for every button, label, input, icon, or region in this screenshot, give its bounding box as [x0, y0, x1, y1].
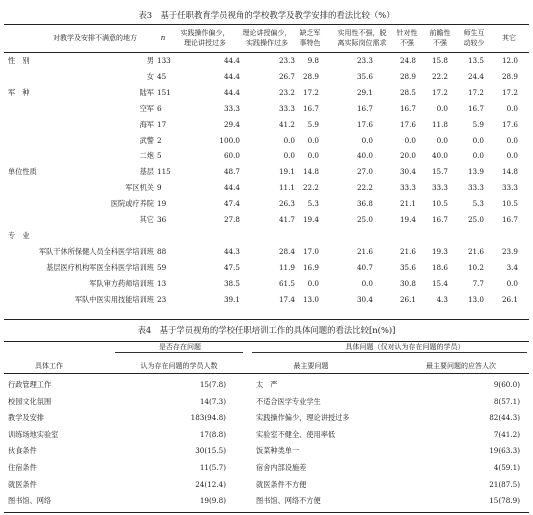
row-value: 16.7: [302, 103, 319, 113]
row-value: 30.8: [399, 278, 416, 288]
row-work: 校园文化氛围: [8, 396, 52, 406]
row-problem: 实验室不健全、使用率低: [256, 429, 336, 439]
table3-row: [0, 70, 533, 83]
row-value: 40.0: [356, 151, 373, 161]
row-problem: 图书馆、网络不方便: [256, 496, 321, 506]
row-value: 30.4: [399, 167, 416, 177]
row-value: 3.4: [506, 262, 518, 272]
row-value: 61.5: [278, 278, 295, 288]
row-sub-label: 基层: [139, 167, 154, 177]
row-value: 17.6: [399, 119, 416, 129]
row-n: 151: [157, 87, 171, 97]
t4-left-group-rule: [115, 352, 243, 353]
row-sub-label: 军队审方药师培训班: [89, 278, 154, 288]
row-work: 行政管理工作: [8, 380, 52, 389]
row-answer: 21(87.5): [489, 479, 520, 489]
row-n: 115: [157, 167, 171, 177]
row-value: 17.2: [467, 87, 484, 97]
table3-row: [0, 197, 533, 210]
row-value: 19.1: [278, 167, 295, 177]
table3-row: [0, 165, 533, 178]
row-problem: 饭菜种类单一: [256, 446, 300, 456]
row-value: 21.6: [467, 246, 484, 256]
row-value: 17.0: [302, 246, 319, 256]
row-work: 图书馆、网络: [8, 496, 52, 506]
table3-row: [0, 102, 533, 115]
row-n: 2: [157, 135, 162, 145]
table4-bottom-rule: [4, 512, 529, 513]
row-value: 20.0: [399, 151, 416, 161]
table3-top-rule: [4, 24, 529, 25]
row-count: 24(12.4): [195, 479, 226, 489]
t3-header-n: n: [160, 34, 166, 42]
row-value: 0.0: [361, 278, 373, 288]
row-value: 44.4: [223, 87, 240, 97]
row-value: 14.8: [302, 167, 319, 177]
row-sub-label: 武警: [139, 135, 154, 145]
table4-row: [0, 461, 533, 474]
row-n: 36: [157, 215, 167, 224]
t3-header-c1: 实践操作偏少， 理论讲授过多: [180, 29, 230, 47]
row-value: 27.8: [223, 215, 240, 224]
row-sub-label: 女: [146, 71, 154, 81]
row-value: 15.4: [431, 278, 448, 288]
row-work: 教学及安排: [8, 413, 44, 423]
row-n: 19: [157, 199, 167, 209]
t4-header-left-group: 是否存在问题: [159, 343, 201, 351]
row-value: 23.3: [278, 56, 295, 65]
row-group-label: 单位性质: [8, 167, 37, 177]
row-value: 0.0: [283, 151, 295, 161]
row-value: 13.9: [467, 167, 484, 177]
row-sub-label: 男: [146, 56, 154, 65]
table4-row: [0, 411, 533, 424]
row-value: 7.7: [472, 278, 484, 288]
row-value: 18.6: [431, 262, 448, 272]
row-value: 40.7: [356, 262, 373, 272]
table3-row: [0, 245, 533, 258]
row-value: 22.2: [356, 183, 373, 193]
t3-header-c4: 实用性不强，脱 离实际岗位需求: [337, 29, 387, 47]
row-value: 0.0: [472, 151, 484, 161]
table3-row: [0, 54, 533, 67]
row-value: 13.0: [302, 294, 319, 304]
row-value: 48.7: [223, 167, 240, 177]
row-value: 14.8: [501, 167, 518, 177]
row-value: 24.8: [399, 56, 416, 65]
table3-row: [0, 149, 533, 162]
row-n: 5: [157, 151, 162, 161]
row-value: 26.7: [278, 71, 295, 81]
row-value: 12.0: [501, 56, 518, 65]
row-sub-label: 其它: [139, 215, 154, 224]
row-value: 41.2: [278, 119, 295, 129]
table4-header-rule: [4, 373, 529, 374]
row-value: 15.7: [431, 167, 448, 177]
row-n: 9: [157, 183, 162, 193]
row-value: 19.3: [431, 246, 448, 256]
row-value: 19.4: [399, 215, 416, 224]
row-value: 44.4: [223, 71, 240, 81]
row-value: 26.1: [399, 294, 416, 304]
row-value: 35.6: [356, 71, 373, 81]
row-value: 16.9: [302, 262, 319, 272]
table3-row: [0, 229, 533, 242]
row-value: 36.8: [356, 199, 373, 209]
row-value: 21.6: [356, 246, 373, 256]
row-value: 22.2: [302, 183, 319, 193]
row-value: 17.6: [501, 119, 518, 129]
table4-row: [0, 494, 533, 507]
row-problem: 太 严: [256, 380, 278, 389]
t3-header-dims: 对教学及安排不满意的地方: [53, 34, 137, 42]
row-value: 17.2: [501, 87, 518, 97]
row-value: 10.5: [501, 199, 518, 209]
table3-row: [0, 181, 533, 194]
row-value: 28.4: [278, 246, 295, 256]
table3-row: [0, 293, 533, 306]
row-problem: 实践操作偏少，理论讲授过多: [256, 413, 350, 423]
row-value: 0.0: [283, 135, 295, 145]
row-value: 16.7: [467, 103, 484, 113]
t4-header-problem: 最主要问题: [293, 362, 329, 370]
row-value: 26.3: [278, 199, 295, 209]
row-value: 0.0: [307, 278, 319, 288]
table4-row: [0, 428, 533, 441]
row-value: 33.3: [223, 103, 240, 113]
t3-header-c2: 理论讲授偏少， 实践操作过多: [242, 29, 292, 47]
row-answer: 9(60.0): [493, 380, 520, 389]
table3-row: [0, 213, 533, 226]
row-problem: 不适合医学专业学生: [256, 396, 321, 406]
row-n: 13: [157, 278, 167, 288]
row-work: 住宿条件: [8, 463, 37, 472]
row-value: 47.4: [223, 199, 240, 209]
row-n: 6: [157, 103, 162, 113]
row-value: 13.0: [467, 294, 484, 304]
t3-header-c3: 缺乏军 事特色: [299, 29, 321, 47]
table3-row: [0, 118, 533, 131]
table4-row: [0, 378, 533, 391]
row-value: 0.0: [506, 103, 518, 113]
row-value: 13.5: [467, 56, 484, 65]
t4-header-answer: 最主要问题的应答人次: [426, 362, 496, 370]
row-value: 41.7: [278, 215, 295, 224]
row-sub-label: 医院或疗养院: [110, 199, 154, 209]
row-value: 33.3: [431, 183, 448, 193]
row-value: 10.2: [467, 262, 484, 272]
table3-header-rule: [4, 52, 529, 53]
row-value: 0.0: [361, 135, 373, 145]
row-value: 33.3: [467, 183, 484, 193]
row-value: 29.4: [223, 119, 240, 129]
row-n: 133: [157, 56, 171, 65]
row-count: 30(15.5): [195, 446, 226, 456]
row-value: 0.0: [506, 278, 518, 288]
table4-row: [0, 444, 533, 457]
row-work: 伙食条件: [8, 446, 37, 456]
table4-row: [0, 395, 533, 408]
row-answer: 4(59.1): [493, 463, 520, 472]
row-value: 19.4: [302, 215, 319, 224]
t3-header-c6: 前瞻性 不强: [429, 29, 451, 47]
row-answer: 15(78.9): [489, 496, 520, 506]
row-sub-label: 空军: [139, 103, 154, 113]
row-value: 9.8: [307, 56, 319, 65]
row-value: 22.2: [431, 71, 448, 81]
row-value: 16.7: [501, 215, 518, 224]
row-value: 33.3: [278, 103, 295, 113]
row-value: 5.3: [472, 199, 484, 209]
row-value: 21.1: [399, 199, 416, 209]
row-value: 35.6: [399, 262, 416, 272]
row-value: 5.9: [472, 119, 484, 129]
row-value: 25.0: [356, 215, 373, 224]
row-value: 25.0: [467, 215, 484, 224]
table4-caption: 表4 基于学员视角的学校任职培训工作的具体问题的看法比较[n(%)]: [137, 325, 396, 335]
row-answer: 7(41.2): [493, 429, 520, 439]
row-n: 23: [157, 294, 167, 304]
row-value: 17.6: [356, 119, 373, 129]
row-value: 0.0: [436, 135, 448, 145]
row-value: 21.6: [399, 246, 416, 256]
row-sub-label: 军区机关: [125, 183, 154, 193]
row-value: 60.0: [223, 151, 240, 161]
row-value: 17.4: [278, 294, 295, 304]
row-value: 27.0: [356, 167, 373, 177]
row-value: 28.9: [302, 71, 319, 81]
row-value: 0.0: [506, 135, 518, 145]
t4-header-right-group: 具体问题（仅对认为存在问题的学员）: [345, 343, 465, 351]
row-value: 16.7: [399, 103, 416, 113]
table3-row: [0, 134, 533, 147]
row-sub-label: 军队中医实用技能培训班: [74, 294, 154, 304]
row-value: 10.5: [431, 199, 448, 209]
row-sub-label: 陆军: [139, 87, 154, 97]
row-count: 17(8.8): [199, 429, 226, 439]
row-answer: 82(44.3): [489, 413, 520, 423]
row-count: 19(9.8): [199, 496, 226, 506]
row-value: 26.1: [501, 294, 518, 304]
row-sub-label: 二炮: [139, 151, 154, 161]
table3-bottom-rule: [4, 319, 529, 320]
row-sub-label: 海军: [139, 119, 154, 129]
row-answer: 8(57.1): [493, 396, 520, 406]
row-value: 17.2: [431, 87, 448, 97]
row-value: 23.9: [501, 246, 518, 256]
row-problem: 就医条件不方便: [256, 479, 307, 489]
row-value: 0.0: [472, 135, 484, 145]
row-value: 15.8: [431, 56, 448, 65]
row-problem: 宿舍内部设施差: [256, 463, 307, 472]
row-value: 30.4: [356, 294, 373, 304]
row-value: 44.4: [223, 56, 240, 65]
row-value: 5.9: [307, 119, 319, 129]
row-answer: 19(63.3): [489, 446, 520, 456]
row-value: 23.2: [278, 87, 295, 97]
row-count: 14(7.3): [199, 396, 226, 406]
row-value: 47.5: [223, 262, 240, 272]
row-value: 4.3: [436, 294, 448, 304]
t3-header-c7: 师生互 动较少: [463, 29, 485, 47]
row-value: 11.8: [431, 119, 448, 129]
row-value: 0.0: [307, 135, 319, 145]
row-value: 28.5: [399, 87, 416, 97]
row-value: 0.0: [436, 103, 448, 113]
row-n: 45: [157, 71, 167, 81]
row-value: 40.0: [431, 151, 448, 161]
row-group-label: 专 业: [8, 230, 30, 240]
row-count: 183(94.8): [190, 413, 226, 423]
row-value: 5.3: [307, 199, 319, 209]
row-value: 29.1: [356, 87, 373, 97]
row-value: 0.0: [404, 135, 416, 145]
row-value: 39.1: [223, 294, 240, 304]
row-value: 11.1: [278, 183, 295, 193]
row-count: 15(7.8): [199, 380, 226, 389]
table3-row: [0, 261, 533, 274]
row-count: 11(5.7): [199, 463, 226, 472]
row-value: 100.0: [219, 135, 240, 145]
row-value: 24.4: [467, 71, 484, 81]
row-sub-label: 军队干休所保健人员全科医学培训班: [38, 246, 154, 256]
row-value: 17.2: [302, 87, 319, 97]
row-group-label: 军 种: [8, 87, 30, 97]
row-n: 88: [157, 246, 167, 256]
t4-right-group-rule: [252, 352, 527, 353]
row-value: 0.0: [307, 151, 319, 161]
row-value: 11.9: [278, 262, 295, 272]
row-group-label: 性 别: [8, 56, 30, 65]
t3-header-c5: 针对性 不强: [396, 29, 418, 47]
row-value: 16.7: [431, 215, 448, 224]
table4-row: [0, 478, 533, 491]
t3-header-c8: 其它: [502, 34, 516, 42]
row-value: 23.3: [356, 56, 373, 65]
row-value: 0.0: [506, 151, 518, 161]
row-n: 59: [157, 262, 167, 272]
t4-header-work: 具体工作: [35, 362, 63, 370]
row-n: 17: [157, 119, 167, 129]
row-value: 44.4: [223, 183, 240, 193]
table3-row: [0, 277, 533, 290]
row-value: 28.9: [501, 71, 518, 81]
row-value: 16.7: [356, 103, 373, 113]
table3-row: [0, 86, 533, 99]
row-sub-label: 基层医疗机构军医全科医学培训班: [46, 262, 154, 272]
row-value: 44.3: [223, 246, 240, 256]
t4-header-count: 认为存在问题的学员人数: [140, 362, 218, 370]
row-value: 28.9: [399, 71, 416, 81]
row-value: 38.5: [223, 278, 240, 288]
row-work: 训练场地实验室: [8, 429, 59, 439]
row-work: 就医条件: [8, 479, 37, 489]
row-value: 33.3: [501, 183, 518, 193]
table3-caption: 表3 基于任职教育学员视角的学校教学及教学安排的看法比较（%）: [138, 10, 395, 20]
row-value: 33.3: [399, 183, 416, 193]
